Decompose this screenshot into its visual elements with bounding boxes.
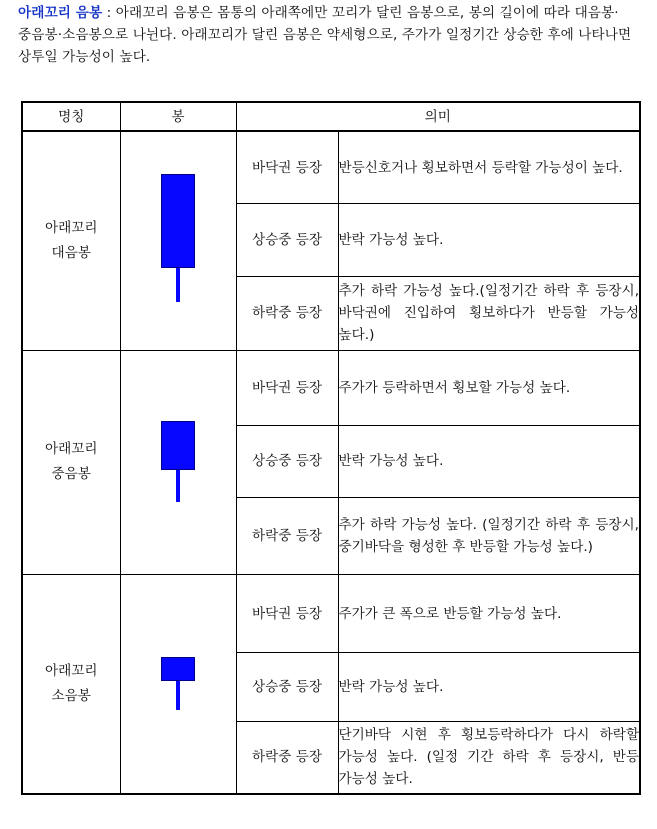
intro-text: 아래꼬리 음봉은 몸통의 아래쪽에만 꼬리가 달린 음봉으로, 봉의 길이에 따라 대음봉·중음봉·소음봉으로 나뉜다. 아래꼬리가 달린 음봉은 약세형으로, 주가가 일정기간 상승한 후에 나타나면 상투일 가능성이 높다.	[18, 5, 632, 65]
candle-medium-icon	[161, 421, 195, 502]
intro-term: 아래꼬리 음봉	[18, 5, 103, 21]
meaning-cell: 추가 하락 가능성 높다. (일정기간 하락 후 등장시, 중기바닥을 형성한 후 반등할 가능성 높다.)	[338, 498, 640, 575]
meaning-cell: 반락 가능성 높다.	[338, 425, 640, 498]
intro-separator: :	[102, 5, 116, 21]
intro-paragraph	[18, 2, 642, 68]
meaning-cell: 추가 하락 가능성 높다.(일정기간 하락 후 등장시, 바닥권에 진입하여 횡보하다가 반등할 가능성 높다.)	[338, 276, 640, 351]
meaning-cell: 반등신호거나 횡보하면서 등락할 가능성이 높다.	[338, 131, 640, 204]
meaning-cell: 반락 가능성 높다.	[338, 204, 640, 277]
candle-large-icon	[161, 174, 195, 302]
candle-name-large: 아래꼬리 대음봉	[22, 131, 120, 351]
condition-cell: 바닥권 등장	[236, 131, 338, 204]
candle-meaning-table	[21, 101, 641, 795]
meaning-cell: 단기바닥 시현 후 횡보등락하다가 다시 하락할 가능성 높다. (일정 기간 하락 후 등장시, 반등 가능성 높다.	[338, 721, 640, 794]
condition-cell: 상승중 등장	[236, 653, 338, 722]
candle-small-icon	[161, 657, 195, 710]
candle-cell-small	[120, 574, 236, 794]
condition-cell: 하락중 등장	[236, 276, 338, 351]
condition-cell: 바닥권 등장	[236, 574, 338, 653]
table-row	[22, 351, 640, 426]
condition-cell: 바닥권 등장	[236, 351, 338, 426]
condition-cell: 하락중 등장	[236, 721, 338, 794]
meaning-cell: 반락 가능성 높다.	[338, 653, 640, 722]
candle-name-medium: 아래꼬리 중음봉	[22, 351, 120, 575]
header-meaning: 의미	[236, 102, 640, 131]
header-candle: 봉	[120, 102, 236, 131]
candle-cell-medium	[120, 351, 236, 575]
candle-name-small: 아래꼬리 소음봉	[22, 574, 120, 794]
candle-cell-large	[120, 131, 236, 351]
table-row	[22, 574, 640, 653]
meaning-cell: 주가가 등락하면서 횡보할 가능성 높다.	[338, 351, 640, 426]
meaning-cell: 주가가 큰 폭으로 반등할 가능성 높다.	[338, 574, 640, 653]
condition-cell: 상승중 등장	[236, 204, 338, 277]
table-header-row	[22, 102, 640, 131]
condition-cell: 상승중 등장	[236, 425, 338, 498]
condition-cell: 하락중 등장	[236, 498, 338, 575]
table-row	[22, 131, 640, 204]
header-name: 명칭	[22, 102, 120, 131]
